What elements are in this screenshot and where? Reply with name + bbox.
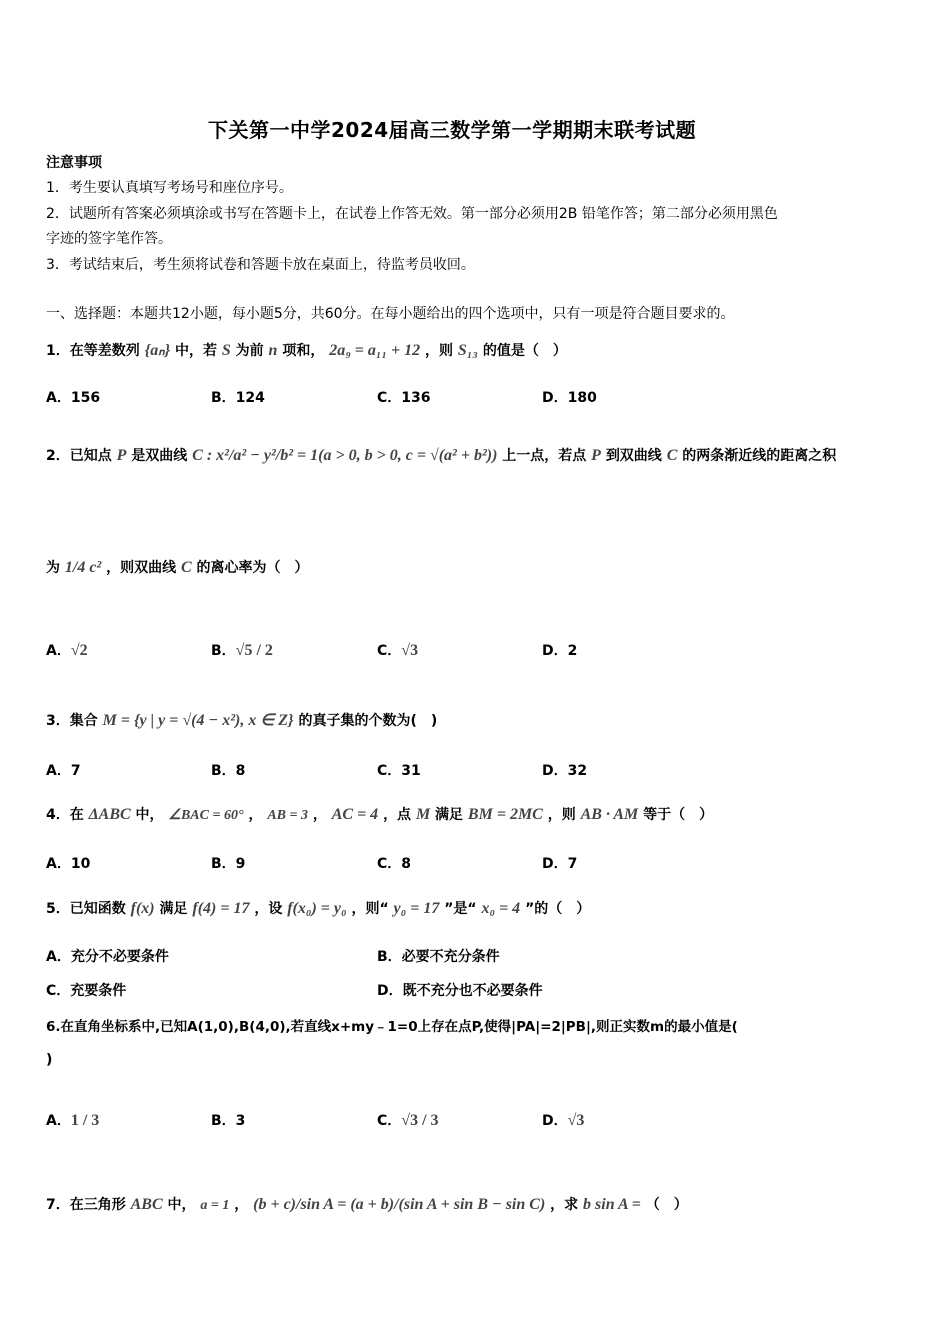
q4-dot-product: AB · AM xyxy=(580,806,639,823)
question-3 xyxy=(46,710,437,730)
q2-option-a: A．√2 xyxy=(46,642,88,659)
q4-text: 中， xyxy=(135,807,164,823)
q4-ac-math: AC = 4 xyxy=(331,806,379,823)
q7-triangle-math: ABC xyxy=(130,1196,163,1213)
q3-option-c: C．31 xyxy=(377,763,421,779)
q2-option-b: B．√5 / 2 xyxy=(211,642,273,659)
q2-text: 上一点，若点 xyxy=(502,448,587,464)
q7-equation-math: (b + c)/sin A = (a + b)/(sin A + sin B − sin C) xyxy=(253,1196,546,1213)
notice-heading: 注意事项 xyxy=(46,155,102,171)
q2-text: 的两条渐近线的距离之积 xyxy=(682,448,837,464)
q4-ab-math: AB = 3 xyxy=(267,808,308,823)
q5-option-c: C．充要条件 xyxy=(46,983,127,999)
notice-item: 2．试题所有答案必须填涂或书写在答题卡上，在试卷上作答无效。第一部分必须用2B 铅笔作答；第二部分必须用黑色 xyxy=(46,206,778,222)
q1-text: 1．在等差数列 xyxy=(46,343,140,359)
q4-vector-condition: BM = 2MC xyxy=(467,806,543,823)
q5-text: ，则“ xyxy=(351,901,389,917)
question-5 xyxy=(46,898,590,918)
q4-text: ，则 xyxy=(547,807,576,823)
q4-point-m: M xyxy=(415,806,431,823)
q2-curve-symbol: C xyxy=(666,447,678,464)
q5-x0-math: x₀ = 4 xyxy=(481,900,521,917)
q7-text: （ ） xyxy=(645,1197,688,1213)
q1-text: 的值是（ ） xyxy=(482,343,567,359)
q4-text: 等于（ ） xyxy=(643,807,714,823)
q7-text: 中， xyxy=(167,1197,196,1213)
q4-text: 满足 xyxy=(435,807,464,823)
q1-text: 项和， xyxy=(282,343,325,359)
notice-item: 字迹的签字笔作答。 xyxy=(46,231,172,247)
q3-option-b: B．8 xyxy=(211,763,246,779)
q4-text: ， xyxy=(312,807,327,823)
q2-text: 2．已知点 xyxy=(46,448,112,464)
q1-option-d: D．180 xyxy=(542,390,597,406)
q7-a-math: a = 1 xyxy=(200,1198,230,1213)
q3-text: 3．集合 xyxy=(46,713,98,729)
page-title: 下关第一中学2024届高三数学第一学期期末联考试题 xyxy=(208,118,697,142)
q4-option-d: D．7 xyxy=(542,856,578,872)
q1-option-a: A．156 xyxy=(46,390,101,406)
q5-fx0-math: f(x₀) = y₀ xyxy=(287,900,347,917)
q2-option-c: C．√3 xyxy=(377,642,419,659)
q6-option-a: A．1 / 3 xyxy=(46,1112,100,1129)
q2-text: ，则双曲线 xyxy=(106,560,177,576)
q4-triangle-math: ΔABC xyxy=(88,806,131,823)
q3-set-math: M = {y | y = √(4 − x²), x ∈ Z} xyxy=(102,712,294,729)
q7-text: ， xyxy=(234,1197,249,1213)
question-7 xyxy=(46,1194,688,1214)
q1-text: ，则 xyxy=(425,343,454,359)
q1-text: 中，若 xyxy=(175,343,218,359)
q4-option-a: A．10 xyxy=(46,856,91,872)
q1-condition-math: 2a₉ = a₁₁ + 12 xyxy=(329,342,421,359)
q4-option-b: B．9 xyxy=(211,856,246,872)
q2-option-d: D．2 xyxy=(542,643,578,659)
q6-option-d: D．√3 xyxy=(542,1112,585,1129)
q7-text: ，求 xyxy=(550,1197,579,1213)
q2-fraction-math: 1/4 c² xyxy=(64,559,102,576)
q5-text: ”是“ xyxy=(444,901,477,917)
q5-text: ，设 xyxy=(254,901,283,917)
q2-text: 的离心率为（ ） xyxy=(196,560,309,576)
q1-s13-math: S₁₃ xyxy=(457,342,478,359)
q5-option-a: A．充分不必要条件 xyxy=(46,949,169,965)
question-2 xyxy=(46,445,836,465)
q1-option-b: B．124 xyxy=(211,390,265,406)
q6-option-b: B．3 xyxy=(211,1113,246,1129)
question-1 xyxy=(46,340,567,360)
q3-option-d: D．32 xyxy=(542,763,588,779)
q5-text: ”的（ ） xyxy=(525,901,591,917)
q7-text: 7．在三角形 xyxy=(46,1197,126,1213)
q5-function-math: f(x) xyxy=(130,900,155,917)
q1-sum-symbol: S xyxy=(221,342,231,359)
q2-hyperbola-math: C : x²/a² − y²/b² = 1(a > 0, b > 0, c = √(a² + b²)) xyxy=(192,447,498,464)
question-2-cont xyxy=(46,557,309,577)
q2-point-symbol: P xyxy=(591,447,601,464)
notice-item: 3．考试结束后，考生须将试卷和答题卡放在桌面上，待监考员收回。 xyxy=(46,257,475,273)
q5-text: 满足 xyxy=(159,901,188,917)
q4-text: 4．在 xyxy=(46,807,84,823)
q2-text: 为 xyxy=(46,560,60,576)
q4-angle-math: ∠BAC = 60° xyxy=(168,808,244,823)
section-heading: 一、选择题：本题共12小题，每小题5分，共60分。在每小题给出的四个选项中，只有一项是符合题目要求的。 xyxy=(46,306,735,322)
q5-y0-math: y₀ = 17 xyxy=(393,900,440,917)
q7-answer-math: b sin A = xyxy=(583,1196,641,1213)
q4-text: ， xyxy=(248,807,263,823)
q5-text: 5．已知函数 xyxy=(46,901,126,917)
question-6-cont: ) xyxy=(46,1052,53,1068)
q1-option-c: C．136 xyxy=(377,390,431,406)
question-4 xyxy=(46,804,713,824)
q5-option-d: D．既不充分也不必要条件 xyxy=(377,983,543,999)
q3-text: 的真子集的个数为( ) xyxy=(298,713,438,729)
notice-item: 1．考生要认真填写考场号和座位序号。 xyxy=(46,180,293,196)
q2-text: 到双曲线 xyxy=(605,448,662,464)
q4-option-c: C．8 xyxy=(377,856,412,872)
q1-text: 为前 xyxy=(235,343,264,359)
q1-n-symbol: n xyxy=(268,342,278,359)
q2-text: 是双曲线 xyxy=(131,448,188,464)
q5-option-b: B．必要不充分条件 xyxy=(377,949,500,965)
question-6: 6.在直角坐标系中,已知A(1,0),B(4,0),若直线x+my﹣1=0上存在点P,使得|PA|=2|PB|,则正实数m的最小值是( xyxy=(46,1019,738,1035)
q6-option-c: C．√3 / 3 xyxy=(377,1112,439,1129)
q4-text: ，点 xyxy=(383,807,412,823)
q1-seq-math: {aₙ} xyxy=(144,342,171,359)
q5-f4-math: f(4) = 17 xyxy=(192,900,250,917)
q3-option-a: A．7 xyxy=(46,763,81,779)
q2-curve-symbol: C xyxy=(180,559,192,576)
q2-point-symbol: P xyxy=(116,447,127,464)
